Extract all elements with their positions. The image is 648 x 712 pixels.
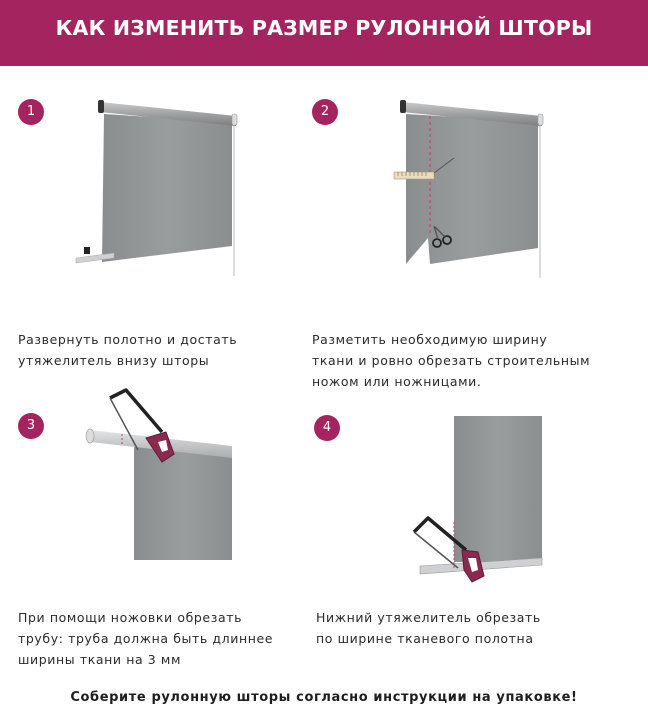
fabric-panel	[406, 114, 538, 264]
step-3-illustration	[80, 386, 236, 566]
page-title: КАК ИЗМЕНИТЬ РАЗМЕР РУЛОННОЙ ШТОРЫ	[55, 16, 593, 40]
step-4-badge: 4	[314, 415, 340, 441]
fabric-panel	[134, 446, 232, 560]
step-4-illustration	[408, 412, 548, 592]
fabric-panel	[454, 416, 542, 562]
step-4-text	[316, 607, 541, 649]
step-2-text	[312, 329, 590, 392]
step-2-badge: 2	[312, 99, 338, 125]
weight-bar	[76, 253, 114, 263]
step-3-line-2: трубу: труба должна быть длиннее	[18, 631, 274, 646]
fabric-panel	[102, 114, 232, 262]
step-2-illustration	[390, 96, 550, 280]
step-3-badge: 3	[18, 413, 44, 439]
step-3-text	[18, 607, 273, 670]
roller-cap-left	[98, 100, 104, 113]
step-4-line-2: по ширине тканевого полотна	[316, 631, 534, 646]
step-3-line-1: При помощи ножовки обрезать	[18, 610, 243, 625]
title-banner	[0, 0, 648, 66]
footer-note: Соберите рулонную шторы согласно инструкции на упаковке!	[70, 690, 578, 705]
step-1-line-2: утяжелитель внизу шторы	[18, 353, 210, 368]
step-4-line-1: Нижний утяжелитель обрезать	[316, 610, 541, 625]
step-3-line-3: ширины ткани на 3 мм	[18, 652, 181, 667]
step-1-illustration	[74, 96, 244, 280]
step-1-badge: 1	[18, 99, 44, 125]
step-2-line-2: ткани и ровно обрезать строительным	[312, 353, 591, 368]
bar-cap	[84, 247, 90, 254]
step-2-line-3: ножом или ножницами.	[312, 374, 482, 389]
step-1-text	[18, 329, 237, 371]
step-2-line-1: Разметить необходимую ширину	[312, 332, 548, 347]
step-1-line-1: Развернуть полотно и достать	[18, 332, 238, 347]
